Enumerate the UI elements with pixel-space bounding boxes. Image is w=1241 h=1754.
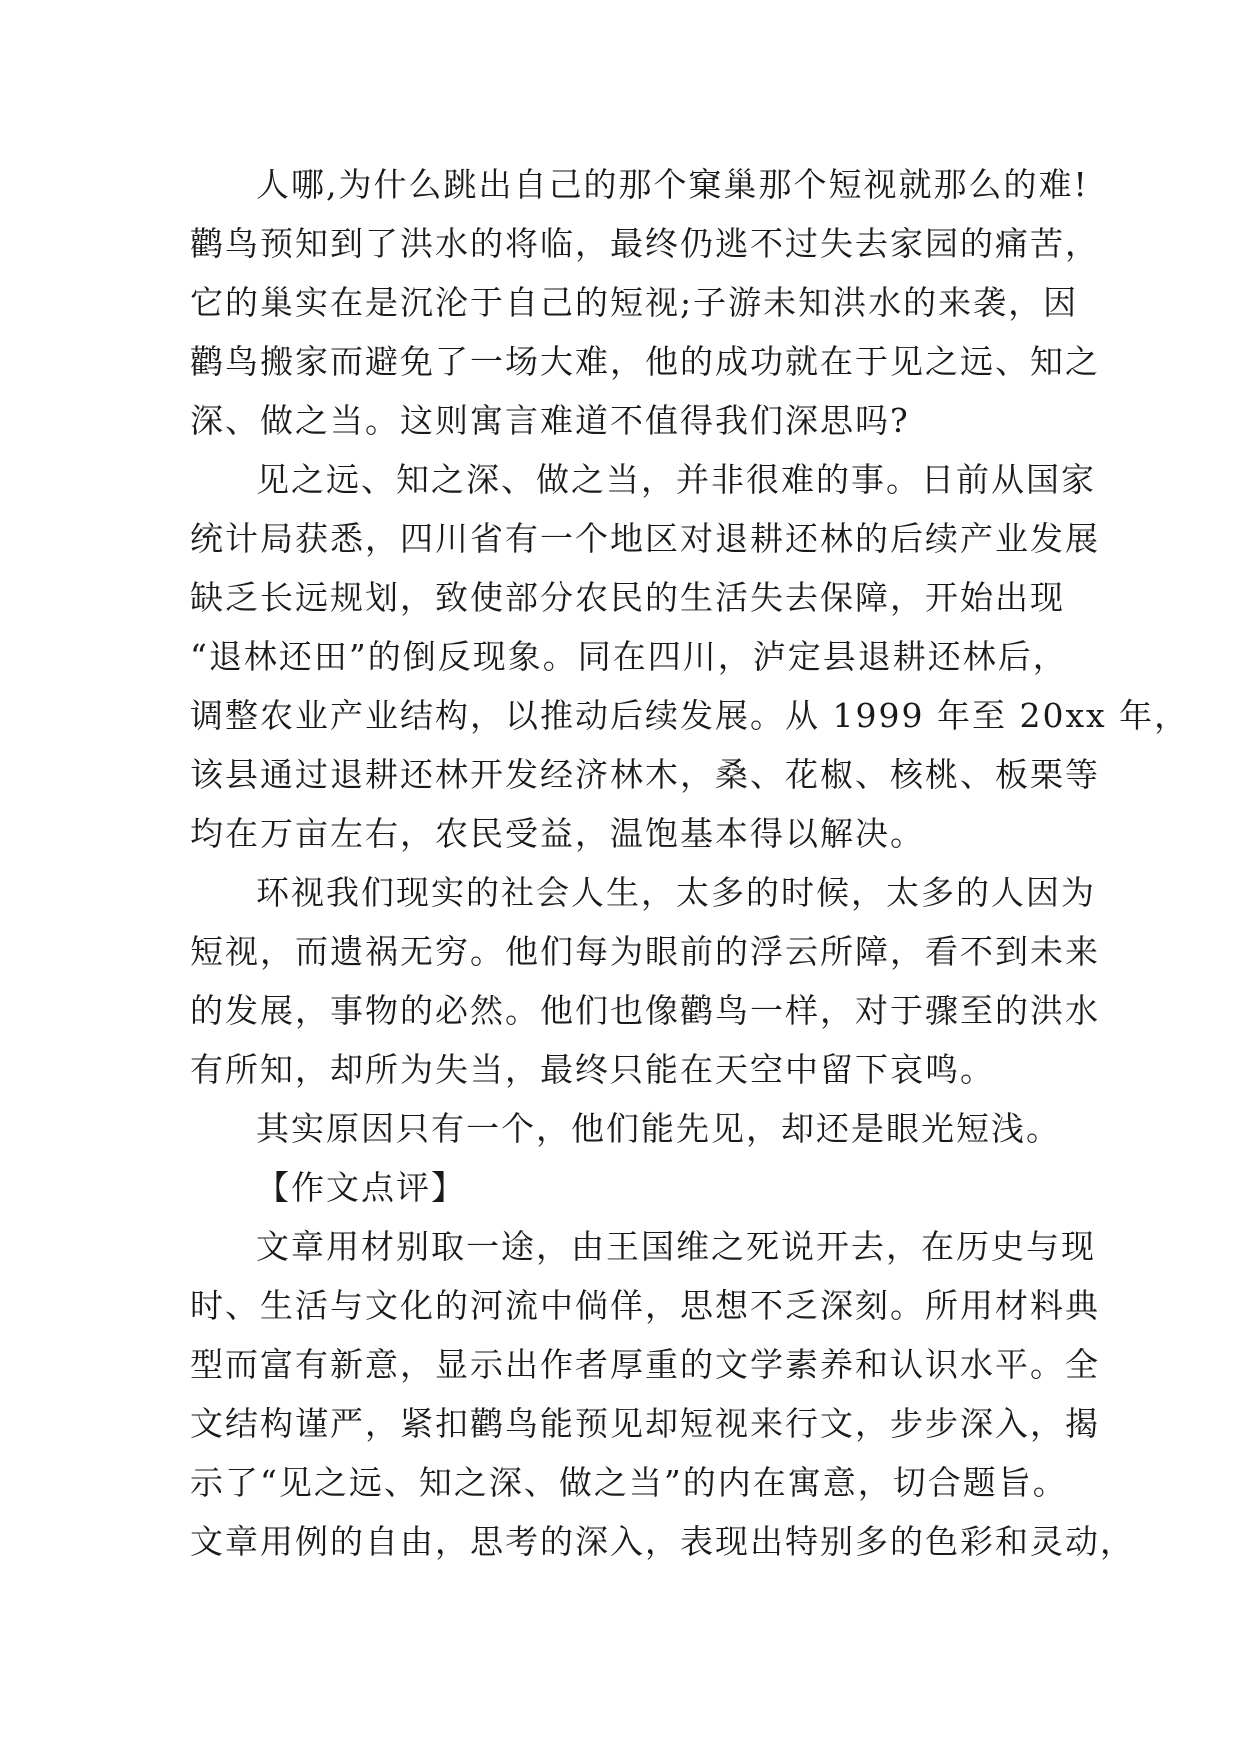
text-line: 时、生活与文化的河流中倘佯，思想不乏深刻。所用材料典 [190,1286,1100,1325]
text-line: “退林还田”的倒反现象。同在四川，泸定县退耕还林后， [190,637,1068,676]
text-line: 有所知，却所为失当，最终只能在天空中留下哀鸣。 [190,1050,995,1089]
text-line: 短视，而遗祸无穷。他们每为眼前的浮云所障，看不到未来 [190,932,1100,971]
text-line: 环视我们现实的社会人生，太多的时候，太多的人因为 [256,873,1096,912]
text-line: 缺乏长远规划，致使部分农民的生活失去保障，开始出现 [190,578,1065,617]
text-line: 型而富有新意，显示出作者厚重的文学素养和认识水平。全 [190,1345,1100,1384]
text-line: 见之远、知之深、做之当，并非很难的事。日前从国家 [256,460,1096,499]
text-line: 它的巢实在是沉沦于自己的短视;子游未知洪水的来袭，因 [190,283,1079,322]
text-line: 深、做之当。这则寓言难道不值得我们深思吗? [190,401,910,440]
text-line: 文章用例的自由，思考的深入，表现出特别多的色彩和灵动， [190,1522,1135,1561]
text-line: 的发展，事物的必然。他们也像鹳鸟一样，对于骤至的洪水 [190,991,1100,1030]
text-line: 鹳鸟预知到了洪水的将临，最终仍逃不过失去家园的痛苦， [190,224,1100,263]
text-line: 人哪,为什么跳出自己的那个窠巢那个短视就那么的难! [256,165,1089,204]
text-line: 该县通过退耕还林开发经济林木，桑、花椒、核桃、板栗等 [190,755,1100,794]
text-line: 均在万亩左右，农民受益，温饱基本得以解决。 [190,814,925,853]
text-line: 统计局获悉，四川省有一个地区对退耕还林的后续产业发展 [190,519,1100,558]
text-line: 文章用材别取一途，由王国维之死说开去，在历史与现 [256,1227,1096,1266]
text-line: 文结构谨严，紧扣鹳鸟能预见却短视来行文，步步深入，揭 [190,1404,1100,1443]
text-line: 调整农业产业结构，以推动后续发展。从 1999 年至 20xx 年， [190,696,1190,735]
document-body [190,155,1190,1571]
text-line: 鹳鸟搬家而避免了一场大难，他的成功就在于见之远、知之 [190,342,1100,381]
text-line: 其实原因只有一个，他们能先见，却还是眼光短浅。 [256,1109,1061,1148]
text-line: 示了“见之远、知之深、做之当”的内在寓意，切合题旨。 [190,1463,1068,1502]
section-heading: 【作文点评】 [256,1168,466,1207]
